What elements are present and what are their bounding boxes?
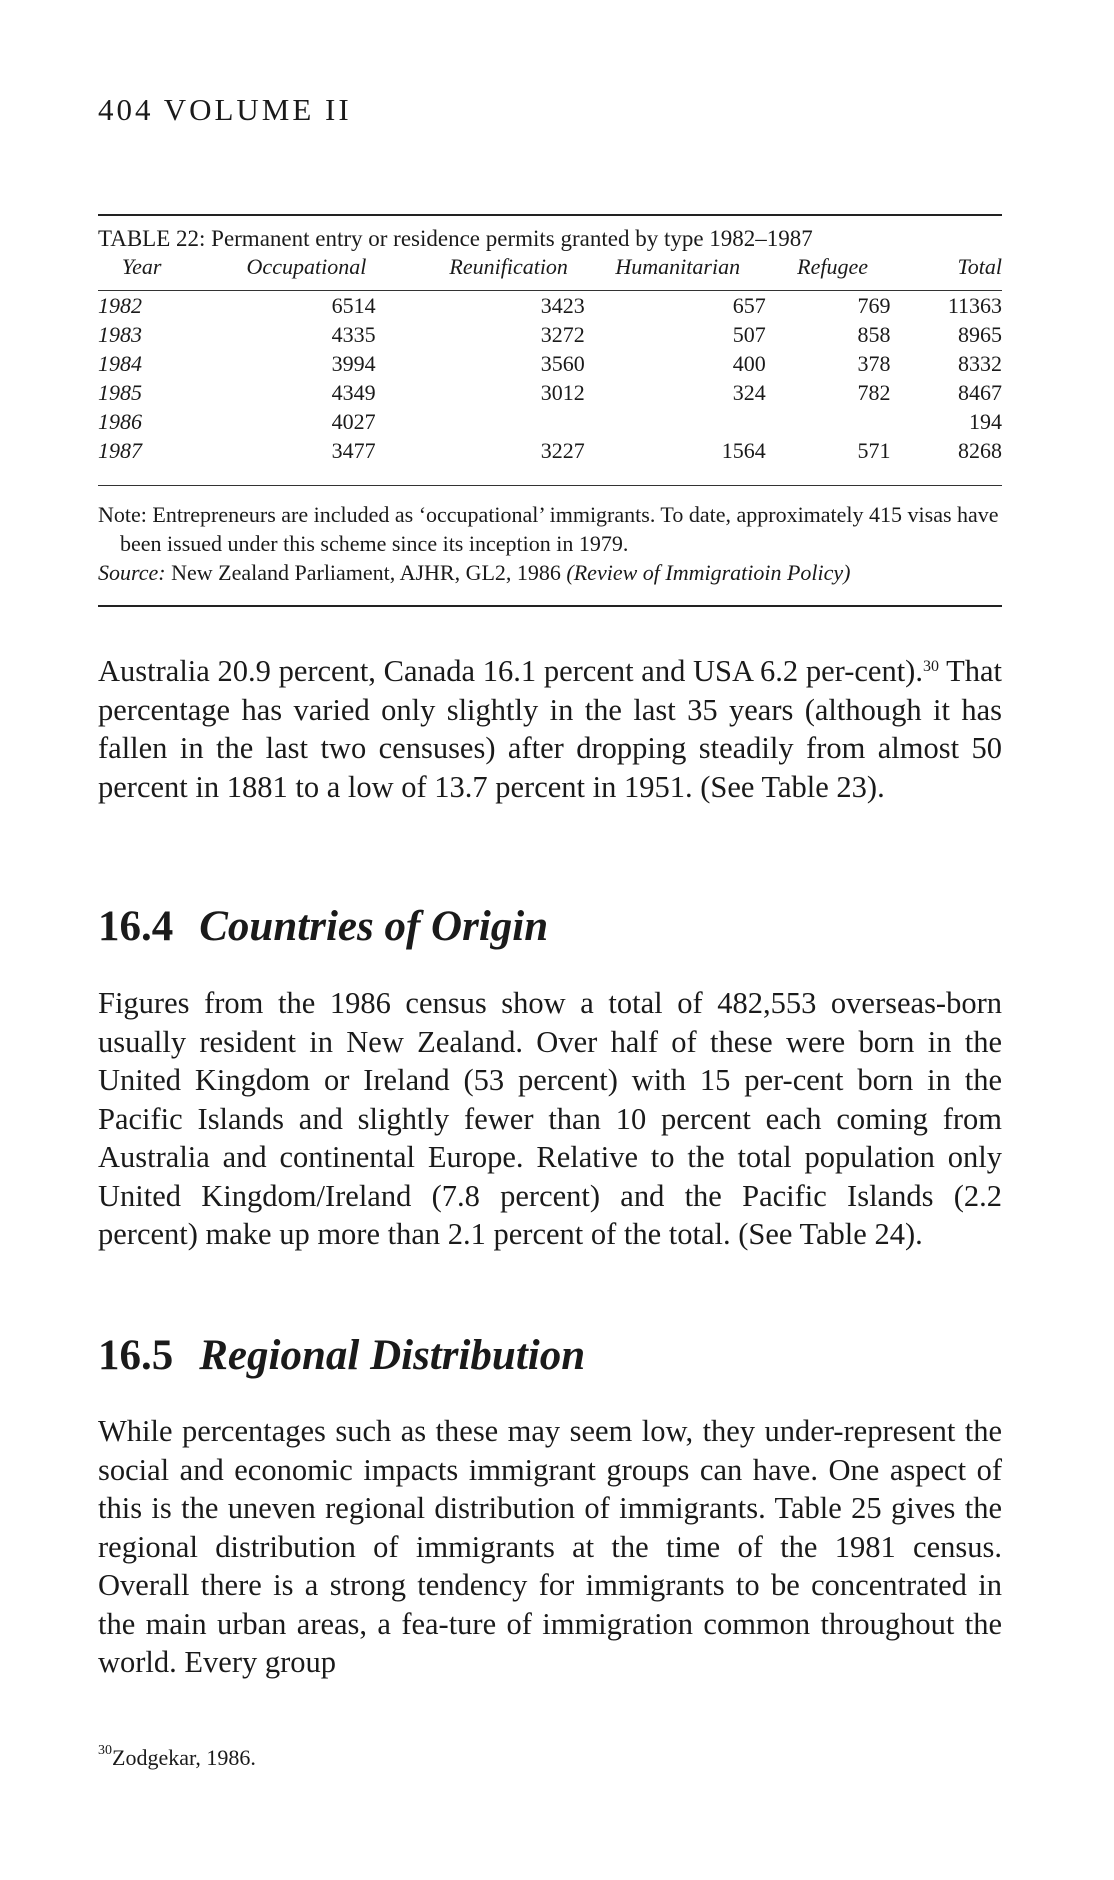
section-number: 16.4 — [98, 903, 174, 950]
cell-reunification: 3560 — [540, 351, 585, 376]
cell-humanitarian: 507 — [732, 322, 766, 347]
cell-refugee: 571 — [857, 438, 891, 463]
cell-refugee: 858 — [857, 322, 891, 347]
table-bottom-rule — [98, 485, 1002, 486]
footnote-number: 30 — [98, 1743, 112, 1758]
section-title: Countries of Origin — [199, 903, 549, 950]
cell-humanitarian: 400 — [732, 351, 766, 376]
volume-label: VOLUME II — [163, 92, 352, 127]
cell-occupational: 4335 — [331, 322, 376, 347]
cell-refugee — [766, 407, 900, 436]
table-top-rule — [98, 214, 1002, 216]
cell-humanitarian — [590, 407, 766, 436]
page-number: 404 — [98, 92, 154, 127]
section-paragraph: While percentages such as these may seem low, they under-represent the social and economic impacts immigrant groups can have. One aspect of this is the uneven regional distribution of immigrants. Table 25 gives the regional distribution of immigrants at the time of the 1981 census. Overall there is a strong tendency for immigrants to be concentrated in the main urban areas, a fea-ture of immigration common throughout the world. Every group — [98, 1414, 1002, 1679]
cell-year: 1985 — [98, 380, 142, 405]
section-heading — [98, 902, 1002, 951]
header-total: Total — [957, 254, 1002, 279]
cell-humanitarian: 657 — [732, 293, 766, 318]
cell-humanitarian: 324 — [732, 380, 766, 405]
intro-paragraph — [98, 652, 1002, 806]
cell-occupational: 4027 — [331, 409, 376, 434]
cell-reunification — [428, 407, 590, 436]
section-16-4-body — [98, 984, 1002, 1254]
section-number: 16.5 — [98, 1332, 174, 1379]
cell-reunification: 3272 — [540, 322, 585, 347]
cell-reunification: 3012 — [540, 380, 585, 405]
permits-table — [98, 252, 1002, 465]
cell-refugee: 378 — [857, 351, 891, 376]
table-row — [98, 378, 1002, 407]
table-22 — [98, 214, 1002, 607]
cell-humanitarian: 1564 — [721, 438, 766, 463]
cell-total: 8268 — [958, 438, 1002, 463]
cell-total: 194 — [969, 409, 1002, 434]
running-head — [98, 92, 352, 128]
table-row — [98, 291, 1002, 320]
intro-text-continued: That percentage has varied only slightly in the last 35 years (although it has fallen in the last two censuses) after dropping steadily from almost 50 percent in 1881 to a low of 13.7 percent in 1951. (See Table 23). — [98, 654, 1002, 804]
cell-reunification: 3423 — [540, 293, 585, 318]
header-occupational: Occupational — [246, 254, 367, 279]
cell-year: 1986 — [98, 409, 142, 434]
intro-paragraph-block — [98, 652, 1002, 806]
footnote-ref: 30 — [922, 658, 939, 675]
table-row — [98, 407, 1002, 436]
table-source — [98, 558, 1002, 587]
cell-refugee: 782 — [857, 380, 891, 405]
section-heading — [98, 1331, 1002, 1380]
cell-year: 1987 — [98, 438, 142, 463]
cell-total: 11363 — [947, 293, 1002, 318]
header-humanitarian: Humanitarian — [615, 254, 741, 279]
intro-text: Australia 20.9 percent, Canada 16.1 percent and USA 6.2 per-cent). — [98, 654, 923, 688]
table-row — [98, 320, 1002, 349]
header-refugee: Refugee — [797, 254, 869, 279]
table-row — [98, 349, 1002, 378]
cell-occupational: 4349 — [331, 380, 376, 405]
section-16-4 — [98, 902, 1002, 951]
cell-refugee: 769 — [857, 293, 891, 318]
cell-year: 1982 — [98, 293, 142, 318]
cell-occupational: 3994 — [331, 351, 376, 376]
table-notes — [98, 500, 1002, 587]
cell-total: 8965 — [958, 322, 1002, 347]
section-16-5-body — [98, 1412, 1002, 1682]
header-year: Year — [121, 254, 162, 279]
table-title: TABLE 22: Permanent entry or residence permits granted by type 1982–1987 — [98, 226, 813, 251]
cell-occupational: 3477 — [331, 438, 376, 463]
footnote — [98, 1745, 256, 1771]
table-row — [98, 436, 1002, 465]
table-header-row — [98, 252, 1002, 291]
cell-year: 1983 — [98, 322, 142, 347]
section-title: Regional Distribution — [199, 1332, 586, 1379]
source-text: New Zealand Parliament, AJHR, GL2, 1986 — [171, 560, 561, 585]
cell-total: 8332 — [958, 351, 1002, 376]
section-paragraph: Figures from the 1986 census show a total of 482,553 overseas-born usually resident in New Zealand. Over half of these were born in the United Kingdom or Ireland (53 percent) with 15 per-cent born in the Pacific Islands and slightly fewer than 10 percent each coming from Australia and continental Europe. Relative to the total population only United Kingdom/Ireland (7.8 percent) and the Pacific Islands (2.2 percent) make up more than 2.1 percent of the total. (See Table 24). — [98, 986, 1002, 1251]
cell-total: 8467 — [958, 380, 1002, 405]
cell-occupational: 6514 — [331, 293, 376, 318]
footnote-text: Zodgekar, 1986. — [112, 1745, 256, 1770]
header-reunification: Reunification — [449, 254, 568, 279]
table-note: Note: Entrepreneurs are included as ‘occupational’ immigrants. To date, approximately 415 visas have been issued under this scheme since its inception in 1979. — [98, 502, 999, 556]
source-label: Source: — [98, 560, 166, 585]
cell-reunification: 3227 — [540, 438, 585, 463]
source-title: (Review of Immigratioin Policy) — [566, 560, 851, 585]
cell-year: 1984 — [98, 351, 142, 376]
notes-bottom-rule — [98, 605, 1002, 607]
section-16-5 — [98, 1331, 1002, 1380]
